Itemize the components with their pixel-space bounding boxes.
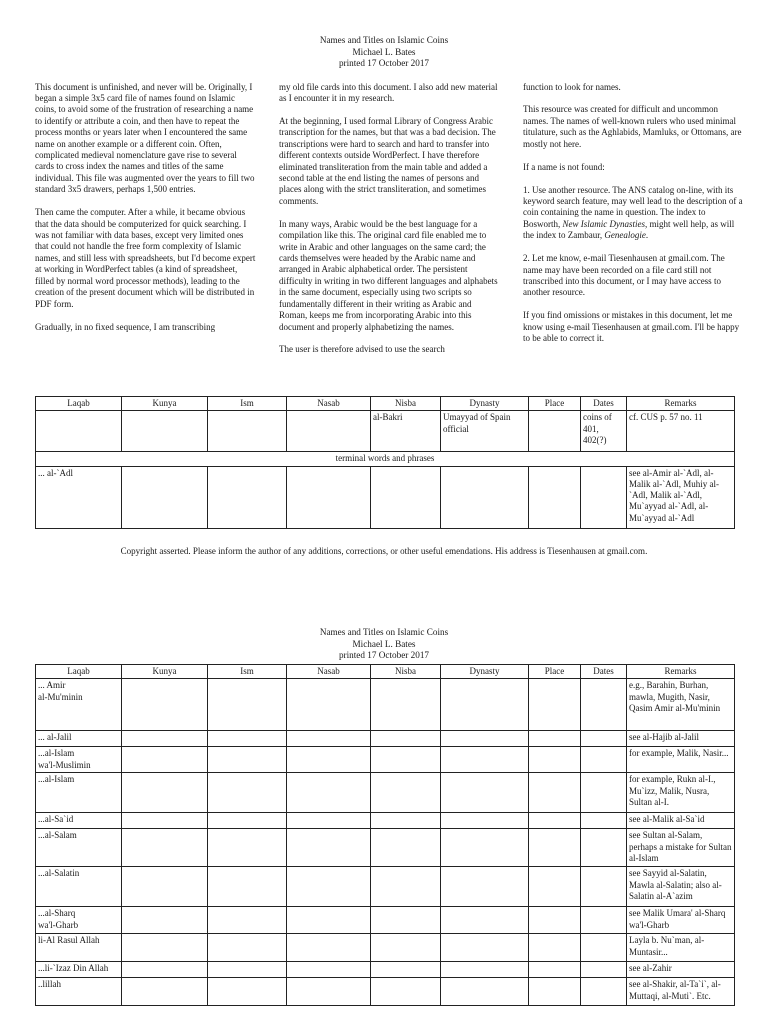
table-cell	[529, 813, 581, 829]
table-cell	[122, 934, 208, 962]
page-header	[0, 627, 768, 662]
table-cell	[529, 962, 581, 978]
table-row	[36, 773, 735, 813]
table-cell	[208, 679, 287, 731]
table-cell	[581, 978, 627, 1006]
intro-paragraph: If you find omissions or mistakes in this document, let me know using e-mail Tiesenhausen at gmail.com. I'll be happy to be able to correct it.	[523, 310, 740, 344]
laqab-cell: ...al-Sa`id	[36, 813, 122, 829]
table-row	[36, 978, 735, 1006]
intro-paragraph: 2. Let me know, e-mail Tiesenhausen at gmail.com. The name may have been recorded on a file card still not transcribed into this document, or I may have access to another resource.	[523, 253, 725, 298]
table-cell	[287, 679, 371, 731]
remarks-cell: see al-Zahir	[627, 962, 735, 978]
table-cell: al-Bakri	[371, 411, 441, 452]
table-cell	[122, 907, 208, 934]
intro-paragraph	[523, 185, 745, 242]
table-cell	[441, 829, 529, 867]
table-cell	[441, 978, 529, 1006]
table-row	[36, 829, 735, 867]
table-cell	[441, 813, 529, 829]
names-table-1	[35, 396, 735, 529]
table-cell	[208, 978, 287, 1006]
table-cell	[287, 978, 371, 1006]
table-row	[36, 867, 735, 907]
table-cell: cf. CUS p. 57 no. 11	[627, 411, 735, 452]
table-cell	[122, 978, 208, 1006]
document-author: Michael L. Bates	[352, 638, 416, 649]
table-cell: ... al-`Adl	[36, 466, 122, 528]
table-cell	[371, 934, 441, 962]
table-cell	[371, 731, 441, 747]
table-cell	[208, 747, 287, 773]
text-run: .	[645, 230, 649, 241]
table-cell	[122, 813, 208, 829]
table-cell	[371, 679, 441, 731]
table-cell	[529, 679, 581, 731]
table-cell	[122, 962, 208, 978]
header-row	[36, 397, 735, 411]
table-cell	[529, 934, 581, 962]
table-cell	[441, 679, 529, 731]
table-cell	[287, 867, 371, 907]
table-cell	[287, 411, 371, 452]
intro-paragraph: Then came the computer. After a while, it became obvious that the data should be computerized for quick searching. I was not familiar with data bases, except very limited ones that could not handle the free form complexity of Islamic names, and still less with spreadsheets, but I'd become expert at working in WordPerfect tables (a kind of spreadsheet, filled by normal word processor methods), leading to the creation of the present document which will be distributed in PDF form.	[35, 207, 256, 309]
table-cell	[287, 747, 371, 773]
table-cell	[581, 829, 627, 867]
table-cell	[122, 411, 208, 452]
table-cell	[581, 679, 627, 731]
laqab-cell: li-Al Rasul Allah	[36, 934, 122, 962]
table-cell	[208, 867, 287, 907]
remarks-cell: see al-Shakir, al-Ta`i`, al-Muttaqi, al-Muti`. Etc.	[627, 978, 735, 1006]
copyright-notice: Copyright asserted. Please inform the author of any additions, corrections, or other useful emendations. His address is Tiesenhausen at gmail.com.	[120, 546, 648, 556]
table-cell	[371, 907, 441, 934]
table-row	[36, 962, 735, 978]
header-row	[36, 665, 735, 679]
intro-paragraph: my old file cards into this document. I also add new material as I encounter it in my research.	[279, 81, 498, 103]
laqab-cell: ... Amir al-Mu'minin	[36, 679, 122, 731]
table-cell	[441, 907, 529, 934]
column-header: Dates	[581, 397, 627, 411]
print-date: printed 17 October 2017	[338, 58, 430, 68]
document-author: Michael L. Bates	[352, 46, 416, 57]
table-cell	[371, 773, 441, 813]
table-cell	[529, 829, 581, 867]
laqab-cell: ...al-Islam wa'l-Muslimin	[36, 747, 122, 773]
table-cell	[371, 829, 441, 867]
table-row	[36, 411, 735, 452]
laqab-cell: ..lillah	[36, 978, 122, 1006]
table-cell	[36, 411, 122, 452]
table-cell	[581, 466, 627, 528]
remarks-cell: for example, Rukn al-I., Mu`izz, Malik, Nusra, Sultan al-I.	[627, 773, 735, 813]
table-cell	[529, 773, 581, 813]
table-cell	[441, 962, 529, 978]
table-cell	[441, 867, 529, 907]
table-cell	[208, 934, 287, 962]
table-cell	[287, 813, 371, 829]
intro-paragraph: At the beginning, I used formal Library of Congress Arabic transcription for the names, but that was a bad decision. The transcriptions were hard to search and hard to transfer into different contexts outside WordPerfect. I have therefore eliminated transliteration from the main table and added a second table at the end listing the names of persons and places along with the strict transliteration, and sometimes comments.	[279, 115, 496, 206]
table-row	[36, 934, 735, 962]
document-title: Names and Titles on Islamic Coins	[319, 627, 449, 637]
table-cell	[208, 829, 287, 867]
column-header: Nisba	[371, 665, 441, 679]
intro-column-3	[523, 82, 745, 357]
column-header: Nasab	[287, 665, 371, 679]
table-cell	[287, 773, 371, 813]
laqab-cell: ...al-Salam	[36, 829, 122, 867]
remarks-cell: see Sayyid al-Salatin, Mawla al-Salatin; also al-Salatin al-A`azim	[627, 867, 735, 907]
intro-paragraph: If a name is not found:	[523, 161, 605, 172]
table-cell	[287, 934, 371, 962]
laqab-cell: ... al-Jalil	[36, 731, 122, 747]
column-header: Place	[529, 397, 581, 411]
table-cell	[287, 466, 371, 528]
table-cell	[529, 907, 581, 934]
table-cell: see al-Amir al-`Adl, al-Malik al-`Adl, Muhiy al-`Adl, Malik al-`Adl, Mu`ayyad al-`Adl, al-Mu`ayyad al-`Adl	[627, 466, 735, 528]
intro-column-1	[35, 82, 257, 345]
column-header: Laqab	[36, 397, 122, 411]
column-header: Nisba	[371, 397, 441, 411]
table-cell	[441, 747, 529, 773]
laqab-cell: ...al-Sharq wa'l-Gharb	[36, 907, 122, 934]
table-cell	[581, 773, 627, 813]
remarks-cell: for example, Malik, Nasir...	[627, 747, 735, 773]
table-cell	[371, 962, 441, 978]
table-cell	[208, 466, 287, 528]
table-cell	[441, 934, 529, 962]
table-cell: Umayyad of Spain official	[441, 411, 529, 452]
intro-paragraph: In many ways, Arabic would be the best language for a compilation like this. The original card file enabled me to write in Arabic and other languages on the same card; the cards themselves were headed by the Arabic name and arranged in Arabic alphabetical order. The persistent difficulty in writing in two different languages and alphabets in the same document, especially using two scripts so fundamentally different in their writing as Arabic and Roman, keeps me from incorporating Arabic into this document and properly alphabetizing the names.	[279, 218, 498, 332]
text-run: , might well help, as will the index to Zambaur,	[523, 218, 735, 241]
table-cell	[122, 466, 208, 528]
table-cell	[208, 731, 287, 747]
table-cell	[441, 731, 529, 747]
names-table-2-body	[36, 679, 735, 1006]
document-page-2	[0, 627, 768, 1001]
column-header: Remarks	[627, 397, 735, 411]
table-row	[36, 679, 735, 731]
table-cell	[371, 747, 441, 773]
table-cell	[529, 731, 581, 747]
table-cell	[529, 411, 581, 452]
section-heading: terminal words and phrases	[36, 452, 735, 466]
table-cell	[122, 773, 208, 813]
table-cell	[441, 773, 529, 813]
table-cell	[371, 466, 441, 528]
column-header: Laqab	[36, 665, 122, 679]
intro-paragraph: function to look for names.	[523, 81, 621, 92]
table-row	[36, 747, 735, 773]
column-header: Ism	[208, 397, 287, 411]
table-row	[36, 731, 735, 747]
table-cell	[122, 829, 208, 867]
table-cell	[208, 411, 287, 452]
table-cell	[581, 934, 627, 962]
table-cell	[529, 747, 581, 773]
table-cell	[371, 813, 441, 829]
table-cell	[529, 978, 581, 1006]
table-cell: coins of 401, 402(?)	[581, 411, 627, 452]
intro-paragraph: This document is unfinished, and never will be. Originally, I began a simple 3x5 card file of names found on Islamic coins, to avoid some of the frustration of researching a name to identify or attribute a coin, and then have to repeat the process months or years later when I encountered the same name on another example or a different coin. Often, complicated medieval nomenclature gave rise to several cards to cross index the names and titles of the same individual. This file was augmented over the years to fill two standard 3x5 drawers, perhaps 1,500 entries.	[35, 81, 255, 195]
text-run: 1. Use another resource. The ANS catalog on-line, with its keyword search feature, may well lead to the description of a coin containing the name in question. The index to Bosworth,	[523, 184, 743, 229]
table-cell	[581, 867, 627, 907]
table-row	[36, 466, 735, 528]
document-title: Names and Titles on Islamic Coins	[319, 35, 449, 45]
table-cell	[122, 747, 208, 773]
table-cell	[287, 907, 371, 934]
table-cell	[529, 867, 581, 907]
table-cell	[581, 747, 627, 773]
table-cell	[208, 962, 287, 978]
names-table-2	[35, 664, 735, 1006]
section-row	[36, 452, 735, 466]
intro-paragraph: The user is therefore advised to use the search	[279, 344, 445, 355]
intro-paragraph: Gradually, in no fixed sequence, I am transcribing	[35, 321, 216, 332]
column-header: Place	[529, 665, 581, 679]
table-cell	[581, 813, 627, 829]
column-header: Kunya	[122, 397, 208, 411]
table-cell	[441, 466, 529, 528]
intro-columns	[0, 82, 768, 392]
column-header: Dynasty	[441, 397, 529, 411]
book-title: Genealogie	[604, 230, 646, 241]
book-title: New Islamic Dynasties	[562, 218, 646, 229]
column-header: Dates	[581, 665, 627, 679]
table-cell	[371, 867, 441, 907]
laqab-cell: ...al-Islam	[36, 773, 122, 813]
table-cell	[122, 731, 208, 747]
table-cell	[371, 978, 441, 1006]
table-cell	[122, 679, 208, 731]
remarks-cell: see Malik Umara' al-Sharq wa'l-Gharb	[627, 907, 735, 934]
remarks-cell: see al-Hajib al-Jalil	[627, 731, 735, 747]
column-header: Dynasty	[441, 665, 529, 679]
table-cell	[581, 907, 627, 934]
table-cell	[581, 962, 627, 978]
remarks-cell: Layla b. Nu`man, al-Muntasir...	[627, 934, 735, 962]
table-cell	[208, 907, 287, 934]
print-date: printed 17 October 2017	[338, 650, 430, 660]
remarks-cell: see al-Malik al-Sa`id	[627, 813, 735, 829]
column-header: Ism	[208, 665, 287, 679]
table-cell	[208, 773, 287, 813]
table-cell	[287, 962, 371, 978]
column-header: Remarks	[627, 665, 735, 679]
intro-column-2	[279, 82, 501, 368]
table-cell	[287, 731, 371, 747]
table-cell	[581, 731, 627, 747]
intro-paragraph: This resource was created for difficult and uncommon names. The names of well-known rulers who used minimal titulature, such as the Aghlabids, Mamluks, or Ottomans, are mostly not here.	[523, 104, 742, 149]
remarks-cell: e.g., Barahin, Burhan, mawla, Mugith, Nasir, Qasim Amir al-Mu'minin	[627, 679, 735, 731]
remarks-cell: see Sultan al-Salam, perhaps a mistake for Sultan al-Islam	[627, 829, 735, 867]
column-header: Kunya	[122, 665, 208, 679]
column-header: Nasab	[287, 397, 371, 411]
table-cell	[122, 867, 208, 907]
table-row	[36, 907, 735, 934]
page-header	[0, 0, 768, 70]
table-cell	[529, 466, 581, 528]
laqab-cell: ...li-`Izaz Din Allah	[36, 962, 122, 978]
table-cell	[287, 829, 371, 867]
table-cell	[208, 813, 287, 829]
table-row	[36, 813, 735, 829]
laqab-cell: ...al-Salatin	[36, 867, 122, 907]
